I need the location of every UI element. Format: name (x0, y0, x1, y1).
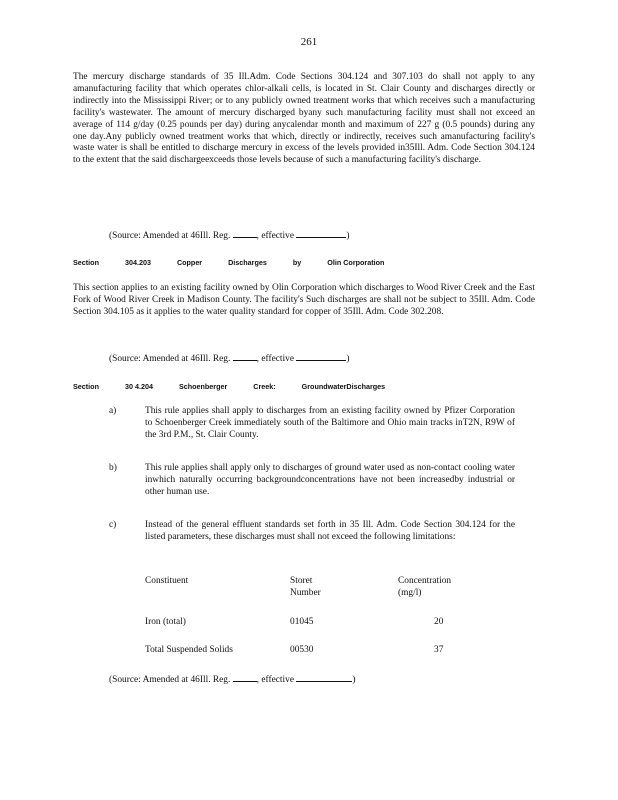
item-b-label: b) (109, 463, 117, 473)
table-header-constituent: Constituent (145, 576, 189, 586)
source-comma: , (256, 675, 260, 685)
source-note-2 (109, 352, 349, 365)
item-c-text: Instead of the general effluent standards set forth in 35 Ill. Adm. Code Section 304.124 for the listed parameters, these discharges must shall not exceed the following limitations: (145, 520, 515, 542)
table-row-storet: 00530 (290, 645, 314, 655)
heading-section-number: 30 4.204 (124, 382, 153, 391)
source-note-text: (Source: Amended at 46Ill. Reg. (109, 231, 231, 241)
heading-word: Creek: (253, 382, 276, 391)
heading-section-word: Section (73, 258, 99, 267)
effective-label: effective (261, 231, 294, 241)
heading-word: Schoenberger (178, 382, 228, 391)
section-heading-304-203 (73, 258, 408, 267)
item-a-label: a) (109, 406, 117, 416)
source-close: ) (346, 354, 350, 364)
item-b-text: This rule applies shall apply only to discharges of ground water used as non-contact cooling water inwhich naturally occurring backgroundconcentrations have not been increasedby industrial or other human use. (145, 463, 515, 497)
effective-blank (296, 229, 346, 238)
table-row-concentration: 20 (434, 617, 444, 627)
heading-word: Copper (176, 258, 203, 267)
source-note-text: (Source: Amended at 46Ill. Reg. (109, 354, 231, 364)
page-number: 261 (300, 36, 318, 48)
table-header-concentration: Concentration (398, 576, 452, 586)
table-row-constituent: Iron (total) (145, 617, 186, 627)
table-row-storet: 01045 (290, 617, 314, 627)
copper-discharge-paragraph: This section applies to an existing facility owned by Olin Corporation which discharges to Wood River Creek and the East Fork of Wood River Creek in Madison County. The facility's Such discharges are shall not be subject to 35Ill. Adm. Code Section 304.105 as it applies to the water quality standard for copper of 35Ill. Adm. Code 302.208. (73, 283, 535, 317)
reg-blank (233, 673, 257, 682)
table-header-number: Number (290, 588, 321, 598)
item-a-text: This rule applies shall apply to discharges from an existing facility owned by Pfizer Corporation to Schoenberger Creek immediately south of the Baltimore and Ohio main tracks inT2N, R9W of the 3rd P.M., St. Clair County. (145, 406, 515, 440)
source-note-3 (109, 673, 355, 686)
source-close: ) (352, 675, 356, 685)
table-header-storet: Storet (290, 576, 313, 586)
effective-label: effective (261, 354, 294, 364)
heading-word: GroundwaterDischarges (301, 382, 386, 391)
effective-blank (296, 673, 352, 682)
heading-word: Olin Corporation (327, 258, 385, 267)
source-comma: , (256, 354, 260, 364)
effective-label: effective (261, 675, 294, 685)
section-heading-304-204 (73, 382, 409, 391)
heading-word: Discharges (228, 258, 267, 267)
source-note-1 (109, 229, 349, 242)
table-row-constituent: Total Suspended Solids (145, 645, 233, 655)
reg-blank (233, 352, 257, 361)
source-note-text: (Source: Amended at 46Ill. Reg. (109, 675, 231, 685)
mercury-standards-paragraph: The mercury discharge standards of 35 Ill.Adm. Code Sections 304.124 and 307.103 do shall not apply to any amanufacturing facility that which operates chlor-alkali cells, is located in St. Clair County and discharges directly or indirectly into the Mississippi River; or to any publicly owned treatment works that which receives such a manufacturing facility's wastewater. The amount of mercury discharged byany such manufacturing facility must shall not exceed an average of 114 g/day (0.25 pounds per day) during anycalendar month and maximum of 227 g (0.5 pounds) during any one day.Any publicly owned treatment works that which, directly or indirectly, receives such amanufacturing facility's waste water is shall be entitled to discharge mercury in excess of the levels provided in35Ill. Adm. Code Section 304.124 to the extent that the said dischargeexceeds those levels because of such a manufacturing facility's discharge. (73, 72, 535, 166)
reg-blank (233, 229, 257, 238)
effective-blank (296, 352, 346, 361)
heading-section-word: Section (73, 382, 99, 391)
table-header-units: (mg/l) (398, 588, 422, 598)
table-row-concentration: 37 (434, 645, 444, 655)
item-c-label: c) (109, 520, 117, 530)
source-close: ) (346, 231, 350, 241)
heading-word: by (292, 258, 302, 267)
heading-section-number: 304.203 (124, 258, 151, 267)
source-comma: , (256, 231, 260, 241)
